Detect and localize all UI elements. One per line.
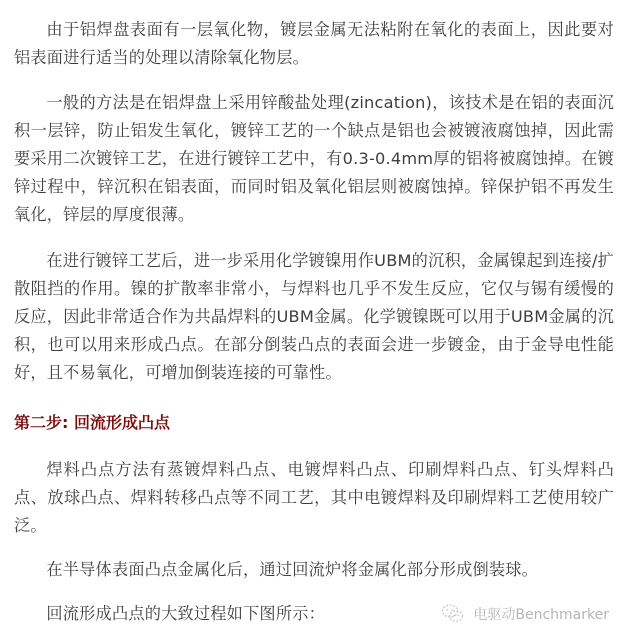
paragraph-reflow: 在半导体表面凸点金属化后，通过回流炉将金属化部分形成倒装球。 (46, 560, 539, 579)
paragraph-solder-bump-methods: 焊料凸点方法有蒸镀焊料凸点、电镀焊料凸点、印刷焊料凸点、钉头焊料凸点、放球凸点、焊料转移凸点等不同工艺，其中电镀焊料及印刷焊料工艺使用较广泛。 (14, 460, 614, 535)
paragraph-aluminum-oxide: 由于铝焊盘表面有一层氧化物，镀层金属无法粘附在氧化的表面上，因此要对铝表面进行适当的处理以清除氧化物层。 (14, 20, 614, 67)
watermark (441, 603, 609, 625)
paragraph-zincation: 一般的方法是在铝焊盘上采用锌酸盐处理(zincation)，该技术是在铝的表面沉积一层锌，防止铝发生氧化，镀锌工艺的一个缺点是铝也会被镀液腐蚀掉，因此需要采用二次镀锌工艺，在进行镀锌工艺中，有0.3-0.4mm厚的铝将被腐蚀掉。在镀锌过程中，锌沉积在铝表面，而同时铝及氧化铝层则被腐蚀掉。锌保护铝不再发生氧化，锌层的厚度很薄。 (14, 93, 614, 224)
paragraph-process-intro: 回流形成凸点的大致过程如下图所示： (46, 604, 325, 623)
section-heading: 第二步: 回流形成凸点 (14, 413, 170, 432)
wechat-icon (441, 603, 465, 625)
watermark-text: 电驱动Benchmarker (473, 607, 609, 623)
paragraph-electroless-nickel: 在进行镀锌工艺后，进一步采用化学镀镍用作UBM的沉积，金属镍起到连接/扩散阻挡的作用。镍的扩散率非常小，与焊料也几乎不发生反应，它仅与锡有缓慢的反应，因此非常适合作为共晶焊料的UBM金属。化学镀镍既可以用于UBM金属的沉积，也可以用来形成凸点。在部分倒装凸点的表面会进一步镀金，由于金导电性能好，且不易氧化，可增加倒装连接的可靠性。 (14, 251, 614, 382)
